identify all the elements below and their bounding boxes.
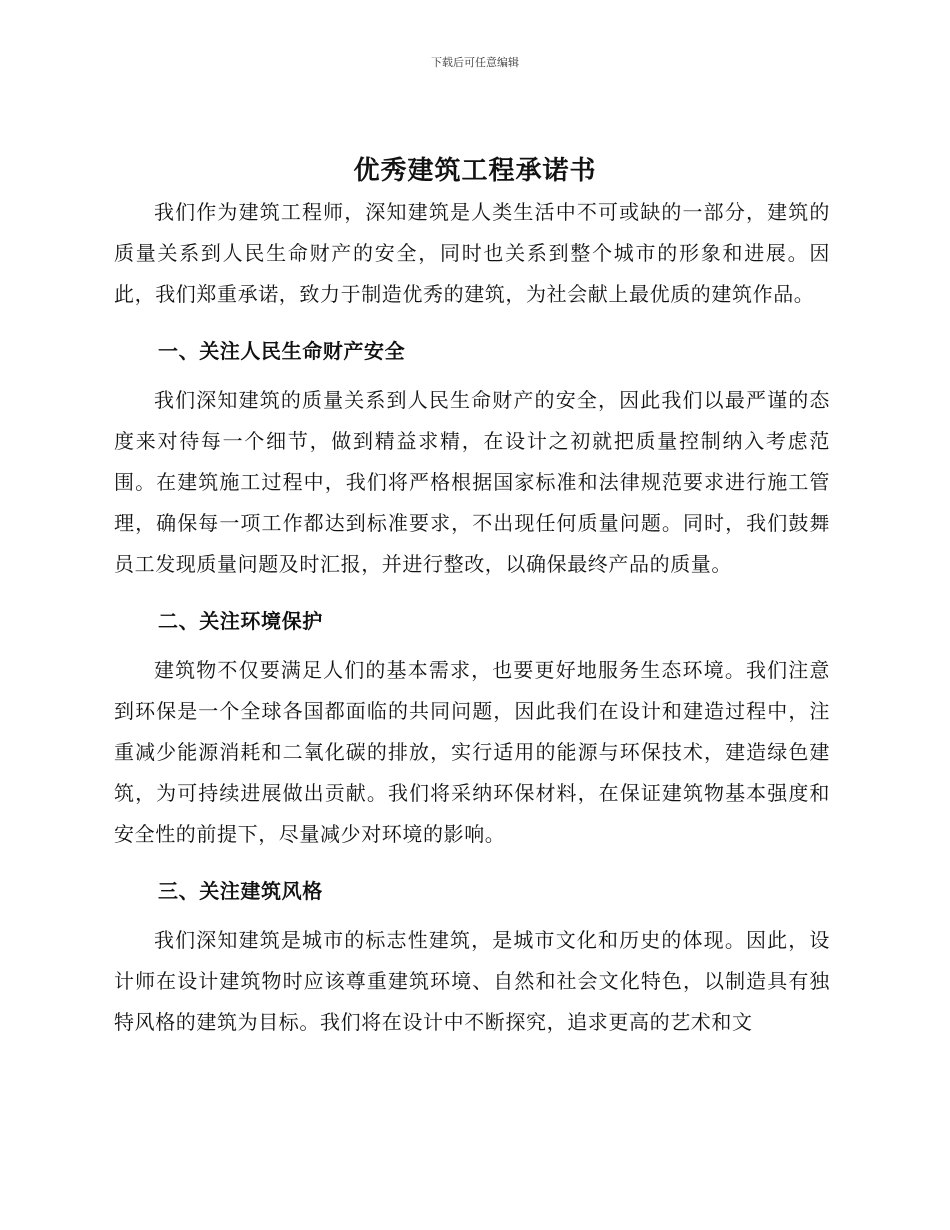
section-heading-style: 三、关注建筑风格	[158, 879, 323, 903]
section-body-style: 我们深知建筑是城市的标志性建筑，是城市文化和历史的体现。因此，设计师在设计建筑物时应该尊重建筑环境、自然和社会文化特色，以制造具有独特风格的建筑为目标。我们将在设计中不断探究，追求更高的艺术和文	[114, 928, 830, 1034]
section-heading-safety: 一、关注人民生命财产安全	[158, 339, 406, 363]
document-body	[114, 192, 830, 1043]
header-note: 下载后可任意编辑	[431, 56, 519, 69]
intro-paragraph: 我们作为建筑工程师，深知建筑是人类生活中不可或缺的一部分，建筑的质量关系到人民生命财产的安全，同时也关系到整个城市的形象和进展。因此，我们郑重承诺，致力于制造优秀的建筑，为社会献上最优质的建筑作品。	[114, 200, 830, 306]
section-body-safety: 我们深知建筑的质量关系到人民生命财产的安全，因此我们以最严谨的态度来对待每一个细节，做到精益求精，在设计之初就把质量控制纳入考虑范围。在建筑施工过程中，我们将严格根据国家标准和法律规范要求进行施工管理，确保每一项工作都达到标准要求，不出现任何质量问题。同时，我们鼓舞员工发现质量问题及时汇报，并进行整改，以确保最终产品的质量。	[114, 388, 830, 576]
document-title: 优秀建筑工程承诺书	[353, 156, 597, 186]
section-heading-environment: 二、关注环境保护	[158, 609, 323, 633]
section-body-environment: 建筑物不仅要满足人们的基本需求，也要更好地服务生态环境。我们注意到环保是一个全球各国都面临的共同问题，因此我们在设计和建造过程中，注重减少能源消耗和二氧化碳的排放，实行适用的能源与环保技术，建造绿色建筑，为可持续进展做出贡献。我们将采纳环保材料，在保证建筑物基本强度和安全性的前提下，尽量减少对环境的影响。	[114, 658, 830, 846]
